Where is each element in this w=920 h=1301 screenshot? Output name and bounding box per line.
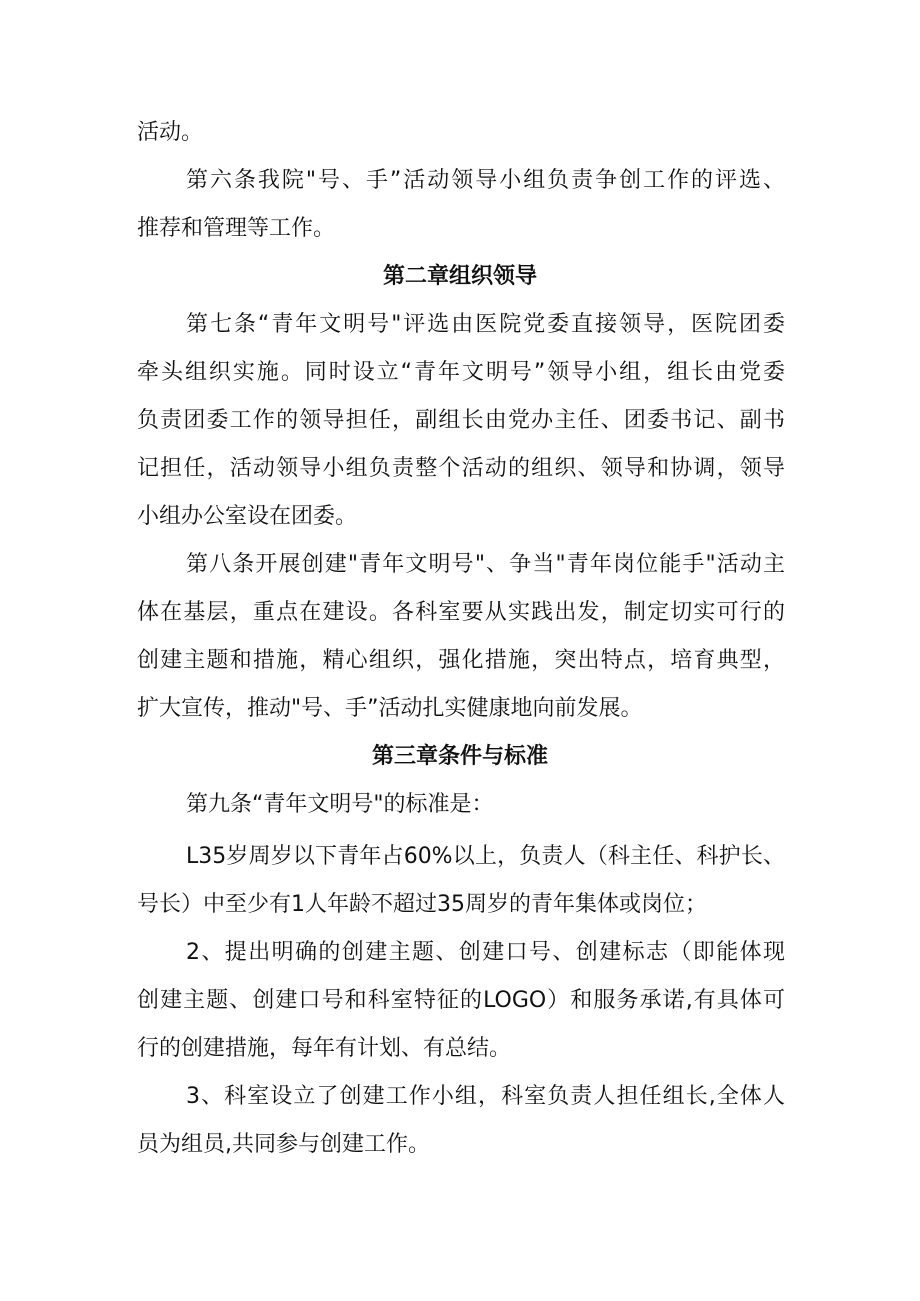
text-line: 负责团委工作的领导担任，副组长由党办主任、团委书记、副书 (137, 408, 785, 433)
text-line: 第六条我院"号、手”活动领导小组负责争创工作的评选、 (186, 168, 785, 193)
text-line: 号长）中至少有1人年龄不超过35周岁的青年集体或岗位； (137, 892, 707, 917)
chapter-heading: 第三章条件与标准 (371, 744, 548, 769)
text-line: 第七条“青年文明号"评选由医院党委直接领导，医院团委 (186, 312, 785, 337)
text-line: 小组办公室设在团委。 (137, 504, 358, 529)
text-line: 第九条“青年文明号"的标准是： (186, 792, 494, 817)
text-line: 牵头组织实施。同时设立“青年文明号”领导小组，组长由党委 (137, 360, 785, 385)
text-line: 体在基层，重点在建设。各科室要从实践出发，制定切实可行的 (137, 600, 785, 625)
text-line: 扩大宣传，推动"号、手”活动扎实健康地向前发展。 (137, 696, 643, 721)
text-line: 记担任，活动领导小组负责整个活动的组织、领导和协调，领导 (137, 456, 785, 481)
text-line: 推荐和管理等工作。 (137, 216, 336, 241)
chapter-heading: 第二章组织领导 (382, 264, 537, 289)
text-line: 创建主题、创建口号和科室特征的LOGO）和服务承诺,有具体可 (137, 988, 785, 1013)
text-line: L35岁周岁以下青年占60%以上，负责人（科主任、科护长、 (186, 844, 785, 869)
text-line: 员为组员,共同参与创建工作。 (137, 1132, 430, 1157)
text-line: 活动。 (137, 120, 204, 145)
text-line: 第八条开展创建"青年文明号"、争当"青年岗位能手"活动主 (186, 552, 785, 577)
text-line: 2、提出明确的创建主题、创建口号、创建标志（即能体现 (186, 940, 785, 965)
text-line: 创建主题和措施，精心组织，强化措施，突出特点，培育典型， (137, 648, 785, 673)
text-line: 行的创建措施，每年有计划、有总结。 (137, 1036, 512, 1061)
text-line: 3、科室设立了创建工作小组，科室负责人担任组长,全体人 (186, 1084, 785, 1109)
